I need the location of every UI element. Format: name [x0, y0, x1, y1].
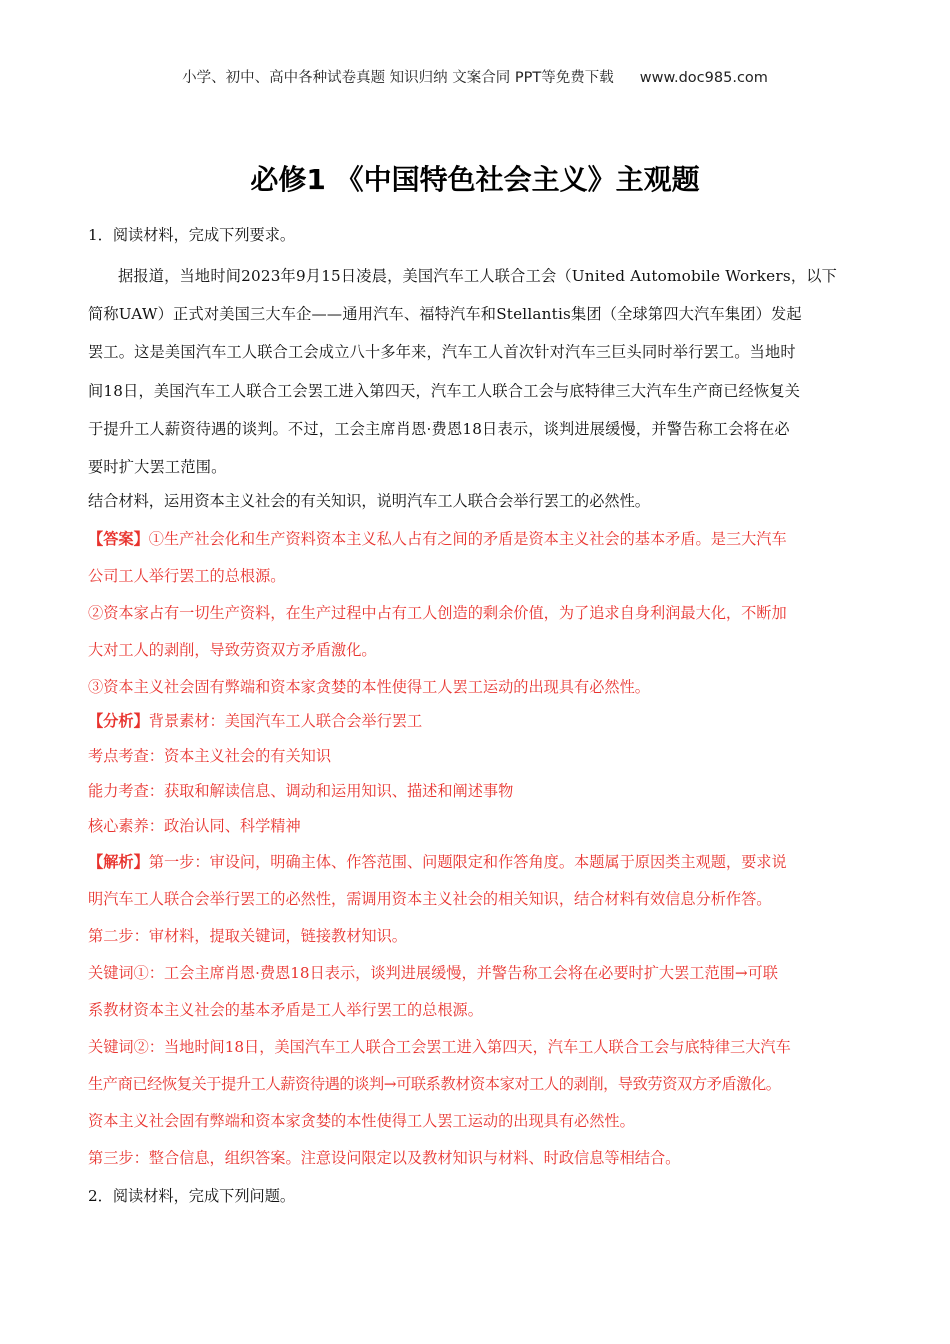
question-1-material — [88, 257, 866, 486]
explanation-line: 关键词②：当地时间18日，美国汽车工人联合工会罢工进入第四天，汽车工人联合工会与底特律三大汽车 — [88, 1038, 791, 1057]
explanation-tag: 【解析】 — [88, 853, 149, 872]
explanation-line: 资本主义社会固有弊端和资本家贪婪的本性使得工人罢工运动的出现具有必然性。 — [88, 1112, 635, 1131]
explanation-line: 生产商已经恢复关于提升工人薪资待遇的谈判→可联系教材资本家对工人的剥削，导致劳资双方矛盾激化。 — [88, 1075, 781, 1094]
question-2-prompt: 2．阅读材料，完成下列问题。 — [88, 1187, 296, 1206]
answer-line — [88, 521, 866, 558]
material-line: 据报道，当地时间2023年9月15日凌晨，美国汽车工人联合工会（United Automobile Workers，以下 — [118, 267, 837, 285]
answer-tag: 【答案】 — [88, 530, 149, 549]
answer-line: ②资本家占有一切生产资料，在生产过程中占有工人创造的剩余价值，为了追求自身利润最大化，不断加 — [88, 604, 787, 623]
page-header — [0, 66, 950, 87]
explanation-line: 第二步：审材料，提取关键词，链接教材知识。 — [88, 927, 407, 946]
answer-line: 公司工人举行罢工的总根源。 — [88, 567, 286, 586]
analysis-section — [88, 704, 866, 844]
document-body — [88, 222, 866, 1209]
answer-line: 大对工人的剥削，导致劳资双方矛盾激化。 — [88, 641, 377, 660]
material-line: 于提升工人薪资待遇的谈判。不过，工会主席肖恩·费恩18日表示，谈判进展缓慢，并警告称工会将在必 — [88, 419, 790, 438]
explanation-text: 第一步：审设问，明确主体、作答范围、问题限定和作答角度。本题属于原因类主观题，要求说 — [148, 853, 787, 872]
explanation-line: 第三步：整合信息，组织答案。注意设问限定以及教材知识与材料、时政信息等相结合。 — [88, 1149, 681, 1168]
question-1-requirement: 结合材料，运用资本主义社会的有关知识，说明汽车工人联合会举行罢工的必然性。 — [88, 492, 650, 511]
question-1-prompt: 1．阅读材料，完成下列要求。 — [88, 226, 296, 244]
answer-line: ③资本主义社会固有弊端和资本家贪婪的本性使得工人罢工运动的出现具有必然性。 — [88, 678, 650, 697]
header-tagline: 小学、初中、高中各种试卷真题 知识归纳 文案合同 PPT等免费下载 — [182, 70, 614, 86]
analysis-tag: 【分析】 — [88, 712, 149, 731]
material-line: 间18日，美国汽车工人联合工会罢工进入第四天，汽车工人联合工会与底特律三大汽车生产商已经恢复关 — [88, 381, 801, 400]
explanation-line: 关键词①：工会主席肖恩·费恩18日表示，谈判进展缓慢，并警告称工会将在必要时扩大罢工范围→可联 — [88, 964, 778, 983]
material-line: 简称UAW）正式对美国三大车企——通用汽车、福特汽车和Stellantis集团（全球第四大汽车集团）发起 — [88, 305, 802, 324]
analysis-line: 能力考查：获取和解读信息、调动和运用知识、描述和阐述事物 — [88, 782, 514, 801]
page-title: 必修1 《中国特色社会主义》主观题 — [250, 163, 700, 196]
answer-text: ①生产社会化和生产资料资本主义私人占有之间的矛盾是资本主义社会的基本矛盾。是三大汽车 — [148, 530, 787, 549]
explanation-section — [88, 844, 866, 1177]
analysis-line — [88, 704, 866, 739]
material-line: 要时扩大罢工范围。 — [88, 457, 227, 476]
header-site-link[interactable]: www.doc985.com — [639, 70, 768, 86]
analysis-line: 考点考查：资本主义社会的有关知识 — [88, 747, 331, 766]
answer-section — [88, 521, 866, 706]
material-line: 罢工。这是美国汽车工人联合工会成立八十多年来，汽车工人首次针对汽车三巨头同时举行罢工。当地时 — [88, 343, 796, 362]
analysis-text: 背景素材：美国汽车工人联合会举行罢工 — [148, 712, 423, 731]
explanation-line — [88, 844, 866, 881]
analysis-line: 核心素养：政治认同、科学精神 — [88, 817, 301, 836]
explanation-line: 明汽车工人联合会举行罢工的必然性，需调用资本主义社会的相关知识，结合材料有效信息分析作答。 — [88, 890, 772, 909]
explanation-line: 系教材资本主义社会的基本矛盾是工人举行罢工的总根源。 — [88, 1001, 483, 1020]
